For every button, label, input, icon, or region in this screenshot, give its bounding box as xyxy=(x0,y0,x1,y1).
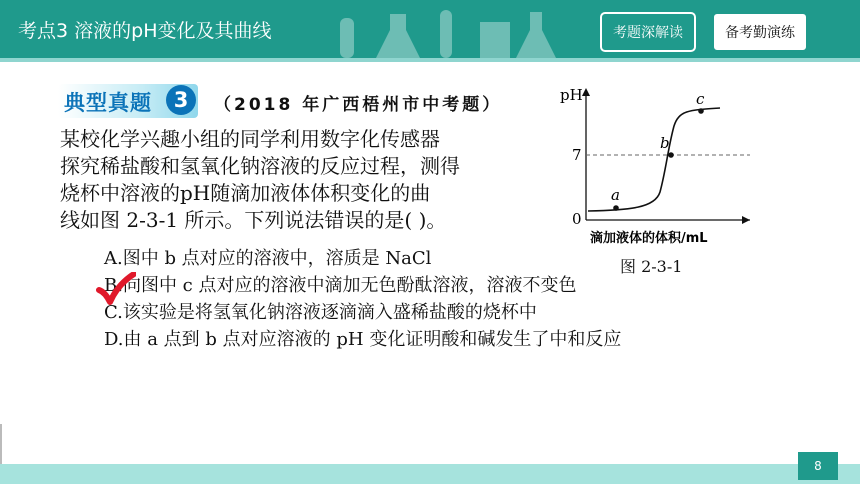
page-number: 8 xyxy=(798,452,838,480)
y-axis-label: pH xyxy=(560,86,583,104)
figure-caption: 图 2-3-1 xyxy=(620,257,683,276)
stem-line: 某校化学兴趣小组的同学利用数字化传感器 xyxy=(60,127,440,151)
left-edge-mark xyxy=(0,424,2,464)
tab-exam-practice[interactable]: 备考勤演练 xyxy=(712,12,808,52)
option-d[interactable]: D.由 a 点到 b 点对应溶液的 pH 变化证明酸和碱发生了中和反应 xyxy=(104,329,622,350)
point-label-c: c xyxy=(696,90,705,108)
point-b xyxy=(668,152,674,158)
option-c[interactable]: C.该实验是将氢氧化钠溶液逐滴滴入盛稀盐酸的烧杯中 xyxy=(104,302,537,323)
stem-line: 线如图 2-3-1 所示。下列说法错误的是( )。 xyxy=(60,208,447,232)
option-a[interactable]: A.图中 b 点对应的溶液中，溶质是 NaCl xyxy=(104,248,432,269)
point-label-b: b xyxy=(660,134,670,152)
point-c xyxy=(698,108,704,114)
point-a xyxy=(613,205,619,211)
badge-number: 3 xyxy=(166,85,196,115)
checkmark-icon xyxy=(96,272,136,308)
origin-label: 0 xyxy=(572,210,582,228)
question-stem xyxy=(60,126,560,234)
x-axis-arrow-icon xyxy=(742,216,750,224)
stem-line: 探究稀盐酸和氢氧化钠溶液的反应过程，测得 xyxy=(60,154,460,178)
badge-label: 典型真题 xyxy=(64,91,152,115)
ph-curve xyxy=(588,108,720,211)
page-title: 考点3 溶液的pH变化及其曲线 xyxy=(18,20,272,42)
header-stripe xyxy=(0,58,860,62)
option-b[interactable]: B.向图中 c 点对应的溶液中滴加无色酚酞溶液，溶液不变色 xyxy=(104,275,577,296)
x-axis-label: 滴加液体的体积/mL xyxy=(590,231,708,246)
y-axis-arrow-icon xyxy=(582,88,590,96)
question-source: （2018 年广西梧州市中考题） xyxy=(214,95,503,115)
flask-decoration-icon xyxy=(330,4,580,58)
point-label-a: a xyxy=(611,186,620,204)
stem-line: 烧杯中溶液的pH随滴加液体体积变化的曲 xyxy=(60,181,431,205)
footer-bar xyxy=(0,464,860,484)
question-badge xyxy=(58,84,198,118)
tab-exam-analysis[interactable]: 考题深解读 xyxy=(600,12,696,52)
y-tick-7: 7 xyxy=(572,146,582,164)
